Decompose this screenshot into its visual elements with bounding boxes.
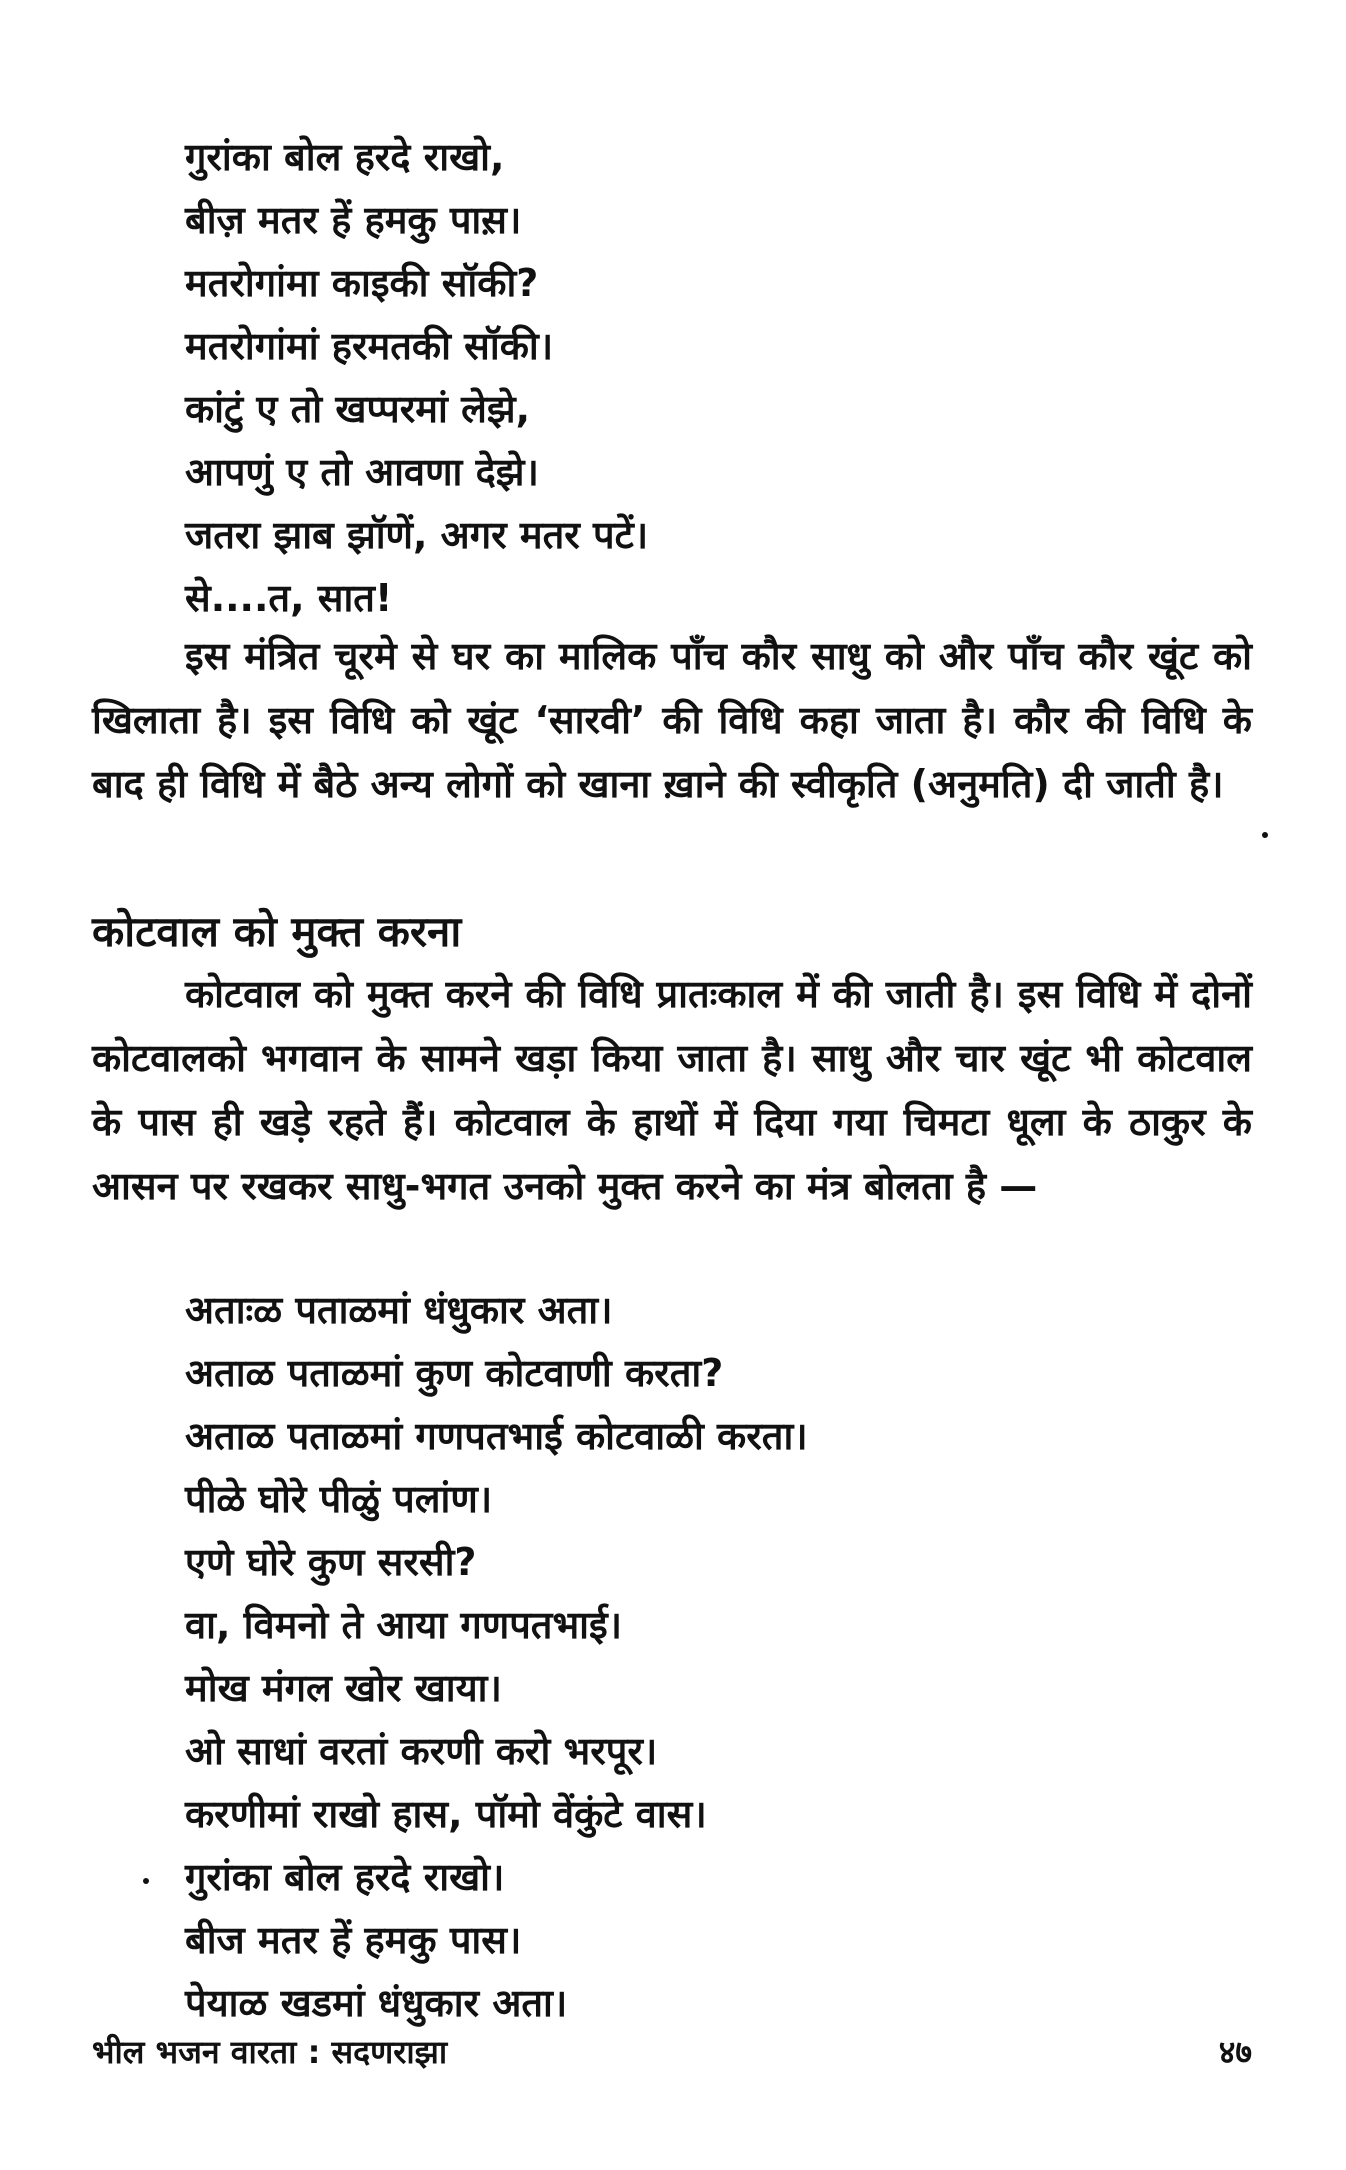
verse-line: अताळ पताळमां गणपतभाई कोटवाळी करता।	[185, 1414, 808, 1458]
verse-line: से....त, सात!	[185, 576, 393, 620]
paragraph-two: कोटवाल को मुक्त करने की विधि प्रातःकाल में की जाती है। इस विधि में दोनों कोटवालको भगवान के सामने खड़ा किया जाता है। साधु और चार खूंट भी कोटवाल के पास ही खड़े रहते हैं। कोटवाल के हाथों में दिया गया चिमटा धूला के ठाकुर के आसन पर रखकर साधु-भगत उनको मुक्त करने का मंत्र बोलता है —	[92, 972, 1252, 1208]
stray-mark	[143, 1878, 149, 1884]
verse-line: अताःळ पताळमां धंधुकार अता।	[185, 1288, 613, 1332]
verse-line: ओ साधां वरतां करणी करो भरपूर।	[185, 1729, 658, 1773]
verse-line: बीज मतर हें हमकु पास।	[185, 1918, 522, 1962]
verse-line: बीज़ मतर हें हमकु पास़।	[185, 198, 522, 242]
verse-line: आपणुं ए तो आवणा देझे।	[185, 450, 539, 494]
page-number: ४७	[1218, 2033, 1252, 2071]
verse-line: पीळे घोरे पीळुं पलांण।	[185, 1477, 493, 1521]
verse-line: गुरांका बोल हरदे राखो।	[185, 1855, 505, 1899]
section-heading: कोटवाल को मुक्त करना	[92, 907, 462, 956]
verse-line: मतरोगांमां हरमतकी सॉकी।	[185, 324, 554, 368]
verse-line: कांटुं ए तो खप्परमां लेझे,	[185, 387, 531, 431]
verse-line: एणे घोरे कुण सरसी?	[185, 1540, 477, 1584]
stray-mark	[1262, 832, 1268, 838]
verse-line: मतरोगांमा काइकी सॉकी?	[185, 261, 539, 305]
verse-block-two	[185, 1279, 1235, 2035]
verse-line: पेयाळ खडमां धंधुकार अता।	[185, 1981, 568, 2025]
verse-line: जतरा झाब झॉणें, अगर मतर पटें।	[185, 513, 649, 557]
page-footer	[92, 2030, 1252, 2073]
book-title: भील भजन वारता : सदणराझा	[92, 2033, 448, 2071]
verse-line: गुरांका बोल हरदे राखो,	[185, 135, 505, 179]
verse-block-one	[185, 126, 1235, 630]
verse-line: वा, विमनो ते आया गणपतभाई।	[185, 1603, 623, 1647]
verse-line: करणीमां राखो हास, पॉमो वेंकुंटे वास।	[185, 1792, 707, 1836]
verse-line: अताळ पताळमां कुण कोटवाणी करता?	[185, 1351, 724, 1395]
verse-line: मोख मंगल खोर खाया।	[185, 1666, 502, 1710]
paragraph-one: इस मंत्रित चूरमे से घर का मालिक पाँच कौर साधु को और पाँच कौर खूंट को खिलाता है। इस विधि को खूंट ‘सारवी’ की विधि कहा जाता है। कौर की विधि के बाद ही विधि में बैठे अन्य लोगों को खाना ख़ाने की स्वीकृति (अनुमति) दी जाती है।	[92, 634, 1252, 806]
